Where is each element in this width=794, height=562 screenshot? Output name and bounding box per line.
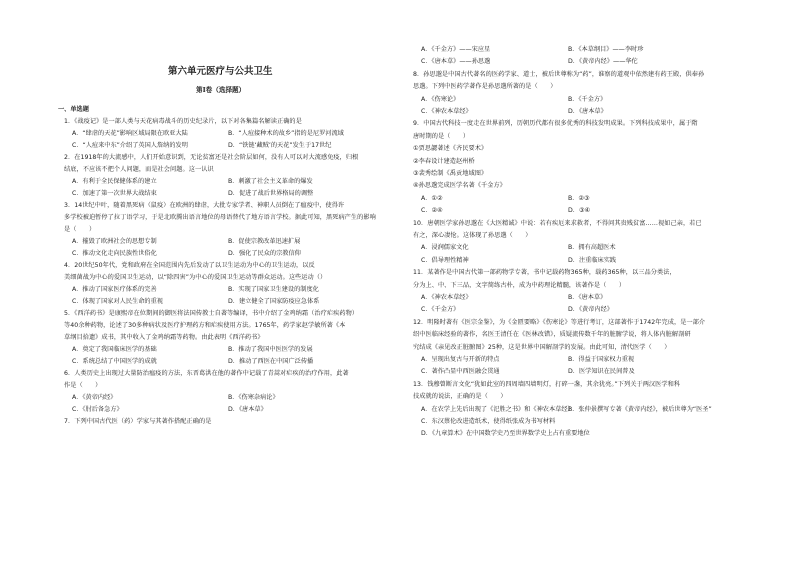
answer-option: B．“人痘接种术的故乡”指的是尼罗河流域 [228,130,344,137]
answer-option: C．推动文化走向民族性世俗化 [72,250,157,257]
answer-option: C．著作凸显中西医融会贯通 [421,368,500,376]
question-text-line: 结底，不应该不把个人问题，而是社会问题。这一认识 [64,166,214,173]
answer-option: B．促使宗教改革迅速扩展 [228,238,301,245]
answer-option: B．《伤寒杂病论》 [228,394,279,401]
question-text-line: 技成就的说法，正确的是（ ） [413,393,507,401]
question-text-line: ①贾思勰著述《齐民要术》 [413,145,488,153]
question-text-line: 10．唐朝医学家孙思邈在《大医精诚》中说：若有疾厄来求救者，不得问其贵贱贫富……视如己亲，若已 [413,219,702,227]
page-title: 第六单元医疗与公共卫生 [168,66,273,77]
question-text-line: 草纲目拾遗》成书，其中收入了金鸡纳霜等药物。由此表明《西洋药书》 [64,334,264,341]
question-text-line: 有之，深心凄怆。这体现了孙思邈（ ） [413,232,532,239]
answer-option: A．《神农本草经》 [421,294,472,301]
question-text-line: 多学校被迫暂停了拉丁语学习，于是北欧腾出语言地位的母语替代了地方语言学校。据此可知，黑死病产生的影响 [64,214,376,221]
page-subtitle: 第Ⅰ卷（选择题） [196,86,246,94]
question-text-line: 唐时期的是（ ） [413,132,470,140]
question-text-line: ③裴秀绘制《禹贡地域图》 [413,170,488,177]
question-text-line: 7．下列中国古代医（药）学家与其著作搭配正确的是 [64,418,212,425]
answer-option: B．推动了我国中医医学的发展 [228,346,313,353]
question-text-line: 11．某著作是中国古代第一部药物学专著，书中记载药物365种，载药365种，以三品分类法， [413,269,676,277]
answer-option: B．《唐本草》 [568,294,607,301]
answer-option: C．系统总结了中国医学的成就 [72,358,157,365]
section-heading: 一、单选题 [58,106,89,113]
answer-option: A．推动了国家医疗体系的完善 [72,286,157,293]
question-text-line: 9．中国古代科技一度走在世界前列，历朝历代都有很多优秀的科技发明成果。下列科技成果中，属于隋 [413,120,698,128]
answer-option: B．张仲景撰写专著《黄帝内经》，被后世尊为“医圣” [568,405,712,413]
answer-option: A．摧毁了欧洲社会的思想专制 [72,238,157,245]
answer-option: A．①② [421,194,443,202]
answer-option: A．《黄帝内经》 [72,394,117,401]
answer-option: C．《千金方》 [421,306,460,314]
answer-option: D．强化了民众的宗教信仰 [228,250,301,257]
question-text-line: 8．孙思邈是中国古代著名的医药学家、道士，被后世尊称为“药”，谁察的道观中依然建有药王殿，供奉孙 [413,70,705,78]
answer-option: B．刺激了社会主义革命的爆发 [228,178,313,185]
answer-option: D．“铁链‘藏贼’的天花”发生于17世纪 [228,142,332,149]
question-text-line: 5．《西洋药书》是康熙帝在位期间的御医将法国传教士自著等编译，书中介绍了金鸡纳霜（治疗疟疾药物） [64,310,359,317]
answer-option: B．《本草纲目》——李时珍 [568,46,644,53]
answer-option: A．《千金方》——宋应星 [421,46,491,53]
question-text-line: ④孙思邈完成医学名著《千金方》 [413,182,506,190]
answer-option: D．促进了战后世界格局的调整 [228,190,314,197]
question-text-line: 4．20世纪50年代，党和政府在全国范围内先后发动了以卫生运动为中心的卫生运动，以反 [64,262,315,269]
question-text-line: 6．人类历史上出现过大量防治瘟疫的方法，东晋葛洪在他的著作中记载了青蒿对疟疾的治疗作用，此著 [64,370,349,377]
answer-option: B．②③ [568,194,590,202]
answer-option: A．奠定了我国临床医学的基础 [72,346,157,353]
answer-option: B．《千金方》 [568,95,607,103]
answer-option: C．体现了国家对人民生命的重视 [72,298,163,305]
question-text-line: 思邈。下列中医药学著作是孙思邈所著的是（ ） [413,83,557,91]
answer-option: B．得益于国家权力重视 [568,356,635,363]
question-text-line: 12．明隆时著有《医宗金鉴》，为《金匮要略》《伤寒论》等进行考订，这部著作于1742年完成，是一部介 [413,318,706,326]
answer-option: A．在农学上先后出现了《汜胜之书》和《神农本草经》 [421,405,574,413]
question-text-line: 3．14世纪中叶，随着黑死病（鼠疫）在欧洲的肆虐，大批专家学者、神职人员倒在了瘟疫中，使得许 [64,202,345,209]
question-text-line: 是（ ） [64,226,96,233]
answer-option: D．注重临床实践 [568,256,617,264]
answer-option: D．《黄帝内经》——华佗 [568,58,638,66]
answer-option: D．《唐本草》 [228,406,267,413]
answer-option: A．“肆虐的天花”影响区域局限在欧亚大陆 [72,130,188,137]
answer-option: C．②④ [421,207,443,215]
answer-option: B．拥有高超医术 [568,244,616,252]
answer-option: D．《唐本草》 [568,108,607,115]
answer-option: D．《九章算术》在中国数学史乃至世界数学史上占有重要地位 [421,430,590,438]
answer-option: B．实现了国家卫生建设的制度化 [228,286,319,293]
answer-option: D．《黄帝内经》 [568,306,613,314]
answer-option: D．建立健全了国家防疫应急体系 [228,298,320,305]
answer-option: C．《唐本草》——孙思邈 [421,58,491,66]
answer-option: A．呈现出复古与开新的特点 [421,356,500,363]
question-text-line: 作是（ ） [64,382,102,389]
question-text-line: 等40余种药物，论述了30多种病状及医疗护理药方和疟疾使用方法。1765年，药学家赵学敏所著《本 [64,322,346,329]
answer-option: A．有利于全民保健体系的建立 [72,178,157,185]
answer-option: C．“人痘来中东”介绍了英国人詹纳的发明 [72,142,188,149]
answer-option: D．③④ [568,207,591,215]
answer-option: D．医学知识在民间普及 [568,368,635,376]
answer-option: A．《伤寒论》 [421,95,460,103]
answer-option: D．推动了西医在中国广泛传播 [228,358,314,365]
question-text-line: ②李春设计建造赵州桥 [413,157,475,165]
question-text-line: 2．在1918年的大流感中，人们开始意识到，无论贫富还是社会阶层如何，没有人可以对大流感免疫，归根 [64,154,359,161]
question-text-line: 分为上、中、下三品，文字简练古朴，成为中药理论精髓，该著作是（ ） [413,281,626,289]
answer-option: C．《肘后备急方》 [72,406,123,413]
question-text-line: 究结成《亲见改正脏腑图》25种，这是世界中国解剖学的发展。由此可知，清代医学（ ） [413,343,671,351]
answer-option: C．倡导理性精神 [421,256,469,264]
question-text-line: 美细菌战为中心的爱国卫生运动，以“除四害”为中心的爱国卫生运动等群众运动。这些运动（） [64,274,327,281]
answer-option: C．加速了第一次世界大战结束 [72,190,157,197]
question-text-line: 1．《战疫记》是一部人类与天花病毒战斗的历史纪录片，以下对各集篇名解读正确的是 [64,118,302,125]
question-text-line: 13．钱穆曾断言文化“犹如此室的四周墙四墙明灯，打碎一盏，其余犹亮。”下列关于两汉医学和科 [413,380,681,388]
answer-option: C．《神农本草经》 [421,108,472,115]
answer-option: C．东汉蔡伦改进造纸术，使得纸张成为书写材料 [421,418,556,425]
question-text-line: 绍中医临床经验的著作，名医王清任在《医林改错》，质疑流传数千年的脏腑学说，将人体内脏解剖研 [413,331,691,339]
answer-option: A．浸润儒家文化 [421,244,469,252]
